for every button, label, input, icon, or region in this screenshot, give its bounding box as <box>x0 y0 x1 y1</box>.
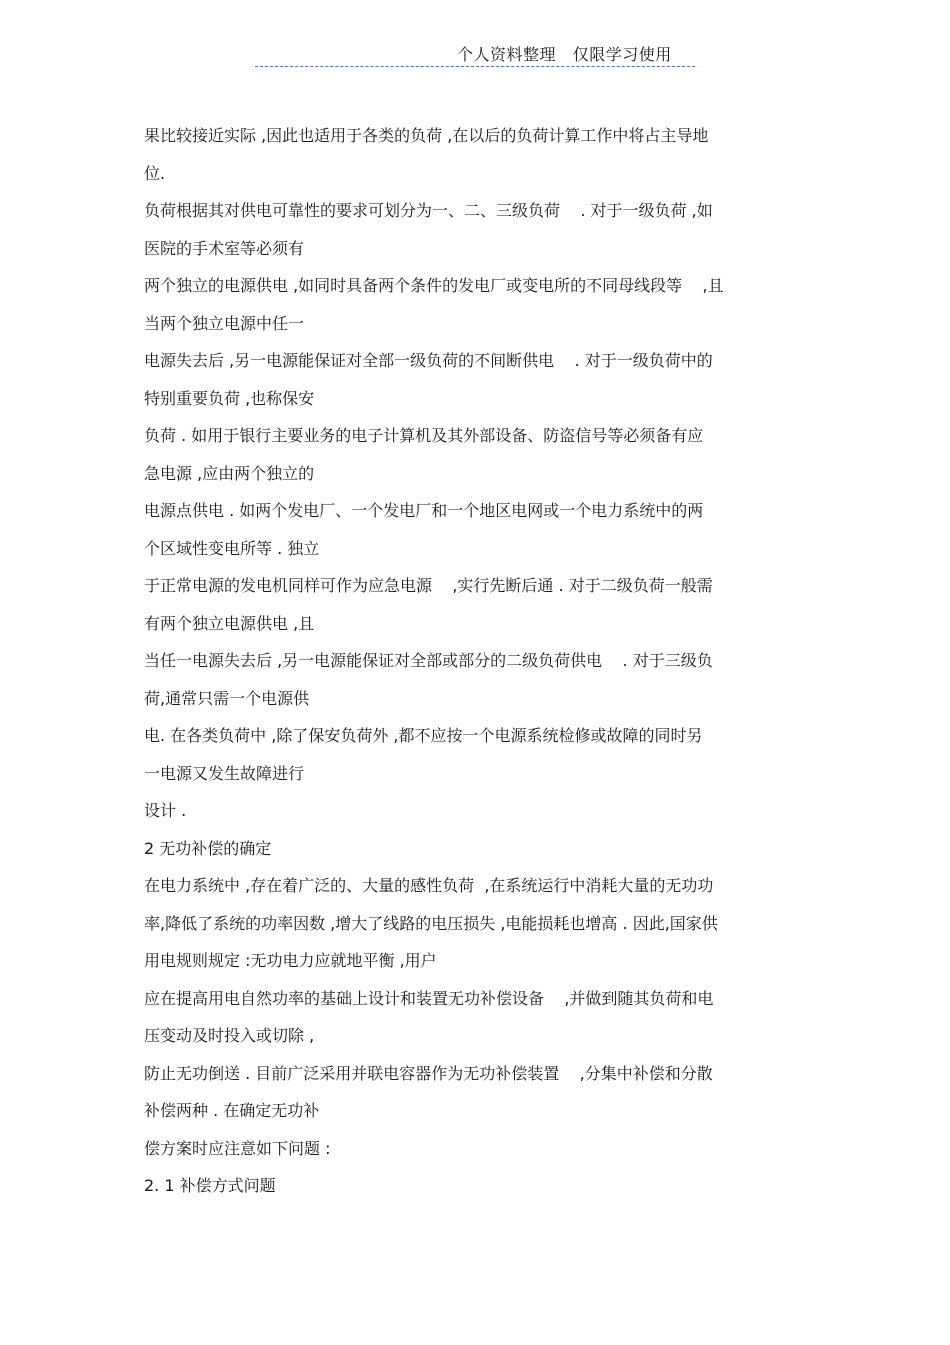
text-line: 个区域性变电所等 . 独立 <box>144 538 320 558</box>
text-line: 负荷根据其对供电可靠性的要求可划分为一、二、三级负荷 . 对于一级负荷 ,如 <box>144 201 713 220</box>
text-line: 应在提高用电自然功率的基础上设计和装置无功补偿设备 ,并做到随其负荷和电 <box>144 988 714 1008</box>
text-line: 于正常电源的发电机同样可作为应急电源 ,实行先断后通 . 对于二级负荷一般需 <box>144 576 713 595</box>
text-line: 当任一电源失去后 ,另一电源能保证对全部或部分的二级负荷供电 . 对于三级负 <box>144 651 713 670</box>
section-heading: 2 无功补偿的确定 <box>144 838 272 858</box>
text-line: 有两个独立电源供电 ,且 <box>144 613 315 633</box>
text-line: 位. <box>144 163 166 183</box>
text-line: 医院的手术室等必须有 <box>144 238 305 258</box>
text-line: 电. 在各类负荷中 ,除了保安负荷外 ,都不应按一个电源系统检修或故障的同时另 <box>144 726 703 745</box>
header-text: 个人资料整理 仅限学习使用 <box>457 45 672 64</box>
document-body <box>144 122 824 1210</box>
text-line: 荷,通常只需一个电源供 <box>144 688 310 708</box>
text-line: 电源点供电 . 如两个发电厂、一个发电厂和一个地区电网或一个电力系统中的两 <box>144 501 704 520</box>
text-line: 特别重要负荷 ,也称保安 <box>144 388 315 408</box>
text-line: 急电源 ,应由两个独立的 <box>144 463 315 483</box>
text-line: 在电力系统中 ,存在着广泛的、大量的感性负荷 ,在系统运行中消耗大量的无功功 <box>144 876 714 895</box>
text-line: 补偿两种 . 在确定无功补 <box>144 1101 320 1120</box>
text-line: 当两个独立电源中任一 <box>144 313 305 333</box>
text-line: 率,降低了系统的功率因数 ,增大了线路的电压损失 ,电能损耗也增高 . 因此,国家供 <box>144 913 718 933</box>
text-line: 压变动及时投入或切除 , <box>144 1026 315 1045</box>
text-line: 用电规则规定 :无功电力应就地平衡 ,用户 <box>144 951 437 970</box>
text-line: 一电源又发生故障进行 <box>144 763 305 783</box>
text-line: 负荷 . 如用于银行主要业务的电子计算机及其外部设备、防盗信号等必须备有应 <box>144 426 704 445</box>
subsection-heading: 2. 1 补偿方式问题 <box>144 1176 276 1195</box>
text-line: 偿方案时应注意如下问题 : <box>144 1138 331 1158</box>
text-line: 电源失去后 ,另一电源能保证对全部一级负荷的不间断供电 . 对于一级负荷中的 <box>144 351 713 370</box>
text-line: 防止无功倒送 . 目前广泛采用并联电容器作为无功补偿装置 ,分集中补偿和分散 <box>144 1063 713 1083</box>
text-line: 两个独立的电源供电 ,如同时具备两个条件的发电厂或变电所的不同母线段等 ,且 <box>144 276 724 295</box>
page-header <box>255 40 695 67</box>
text-line: 设计 . <box>144 801 187 820</box>
text-line: 果比较接近实际 ,因此也适用于各类的负荷 ,在以后的负荷计算工作中将占主导地 <box>144 126 709 145</box>
